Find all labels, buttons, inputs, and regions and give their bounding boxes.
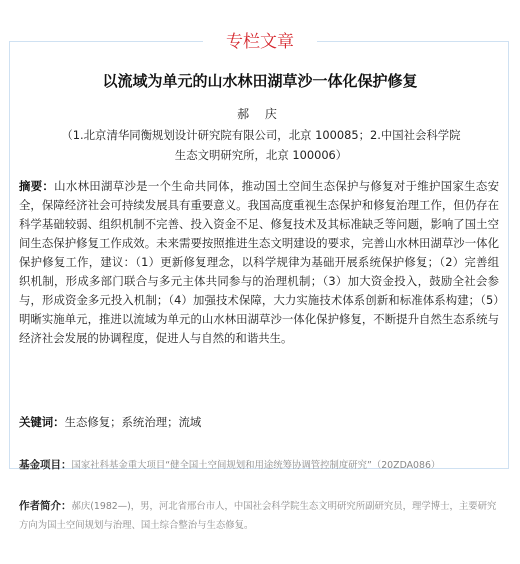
keywords-label: 关键词：	[19, 415, 65, 429]
author-name: 郝 庆	[237, 107, 283, 121]
funding-text: 国家社科基金重大项目“健全国土空间规划和用途统筹协调管控制度研究”（20ZDA086）	[71, 460, 441, 471]
affiliation	[18, 125, 504, 165]
author-bio-label: 作者简介：	[19, 500, 72, 512]
affiliation-line-2: 生态文明研究所，北京 100006）	[174, 148, 348, 162]
column-tag: 专栏文章	[203, 31, 317, 53]
funding	[19, 456, 499, 475]
keywords	[19, 413, 499, 432]
article-title: 以流域为单元的山水林田湖草沙一体化保护修复	[102, 72, 418, 90]
abstract	[19, 177, 499, 348]
abstract-text: 山水林田湖草沙是一个生命共同体，推动国土空间生态保护与修复对于维护国家生态安全，保障经济社会可持续发展具有重要意义。我国高度重视生态保护和修复治理工作，但仍存在科学基础较弱、组织机制不完善、投入资金不足、修复技术及其标准缺乏等问题，影响了国土空间生态保护修复工作成效。未来需要按照推进生态文明建设的要求，完善山水林田湖草沙一体化保护修复工作，建议：（1）更新修复理念，以科学规律为基础开展系统保护修复；（2）完善组织机制，形成多部门联合与多元主体共同参与的治理机制；（3）加大资金投入，鼓励全社会参与，形成资金多元投入机制；（4）加强技术保障，大力实施技术体系创新和标准体系构建；（5）明晰实施单元，推进以流域为单元的山水林田湖草沙一体化保护修复，不断提升自然生态系统与经济社会发展的协调程度，促进人与自然的和谐共生。	[19, 179, 499, 345]
author-bio	[19, 497, 499, 535]
affiliation-line-1: （1.北京清华同衡规划设计研究院有限公司，北京 100085；2.中国社会科学院	[61, 128, 461, 142]
author-bio-text: 郝庆(1982—)，男，河北省邢台市人，中国社会科学院生态文明研究所副研究员，理学博士，主要研究方向为国土空间规划与治理、国土综合整治与生态修复。	[19, 501, 497, 531]
funding-label: 基金项目：	[19, 459, 72, 471]
keywords-text: 生态修复；系统治理；流域	[64, 415, 202, 429]
abstract-label: 摘要：	[19, 179, 55, 193]
